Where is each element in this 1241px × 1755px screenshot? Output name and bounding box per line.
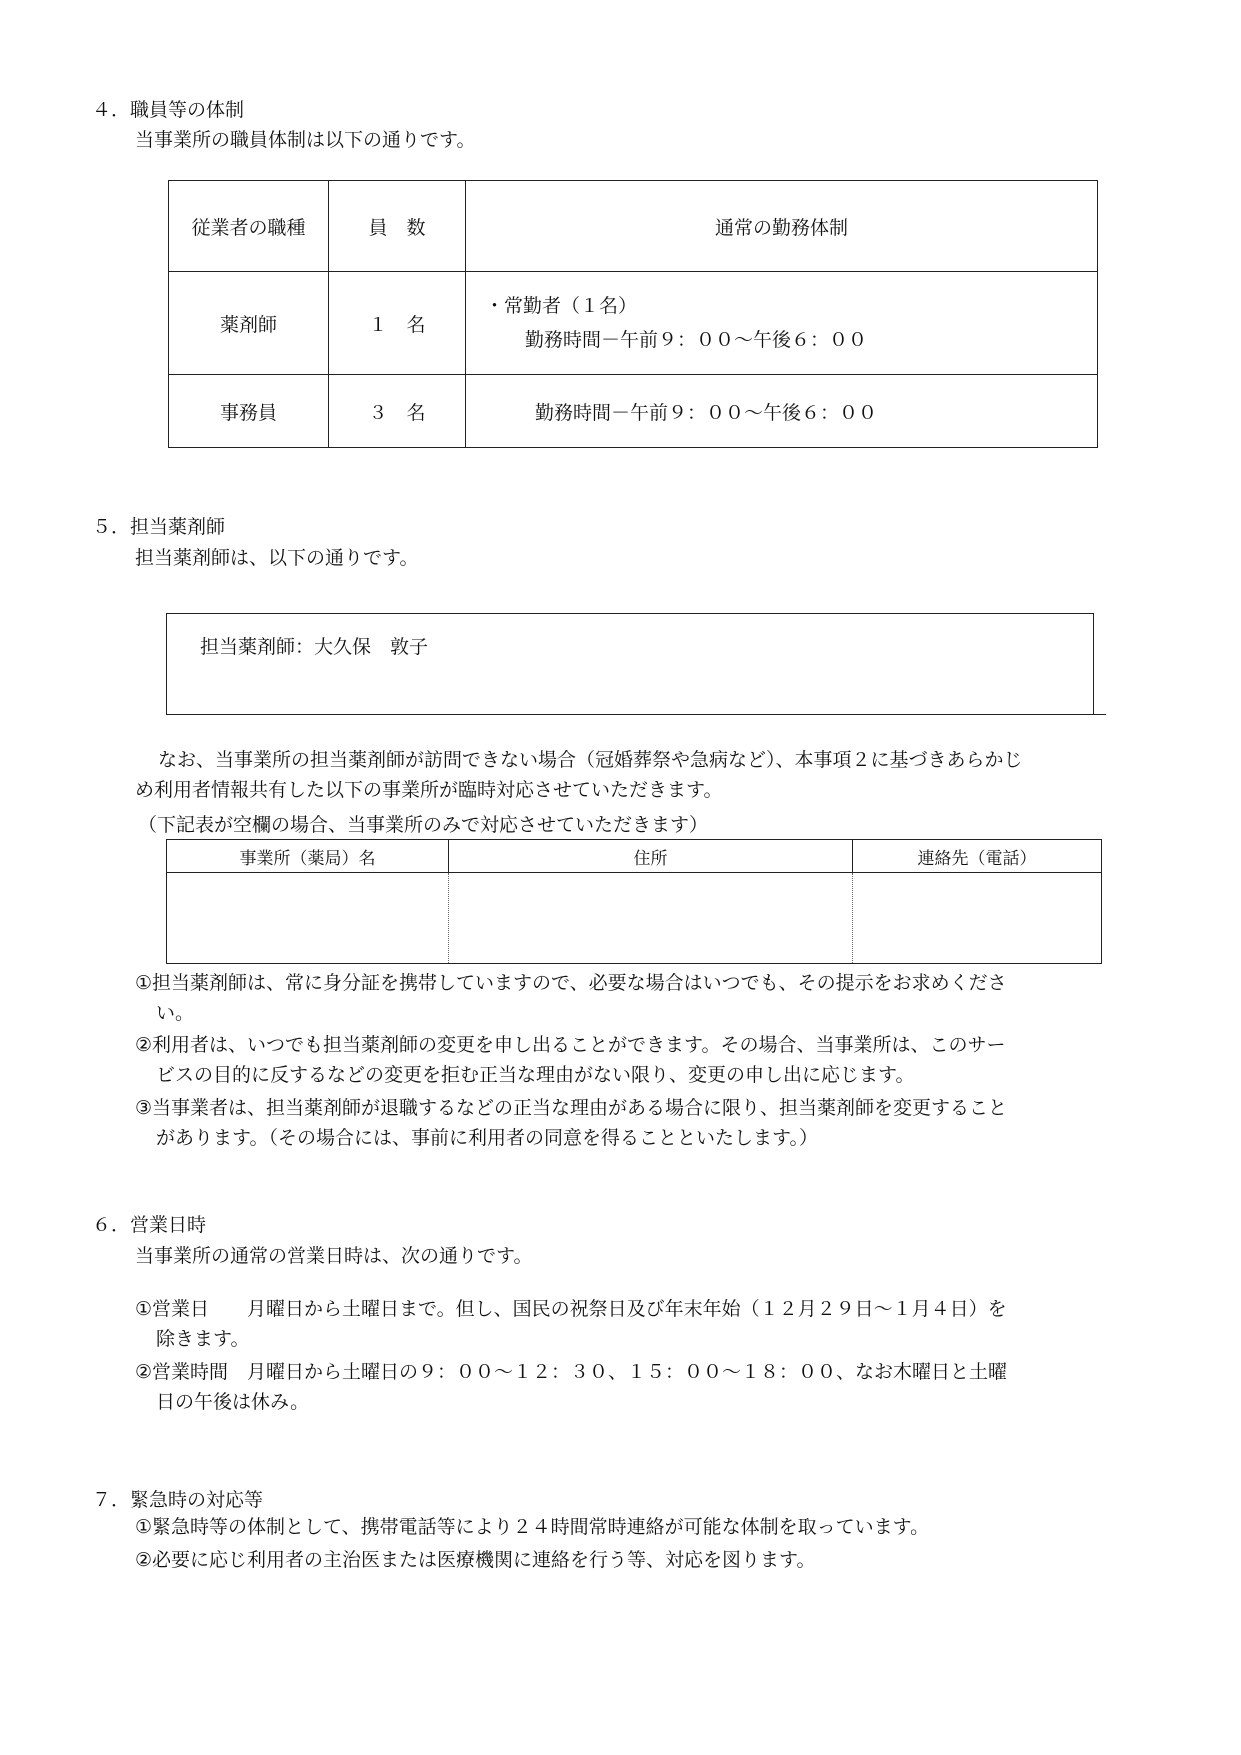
partner-header-address: 住所 xyxy=(449,840,853,873)
partner-name-cell xyxy=(167,873,449,964)
list-item: ①担当薬剤師は、常に身分証を携帯していますので、必要な場合はいつでも、その提示をお求めくださ xyxy=(135,972,1007,994)
list-item-cont: 除きます。 xyxy=(156,1328,250,1350)
list-item: ③当事業者は、担当薬剤師が退職するなどの正当な理由がある場合に限り、担当薬剤師を変更すること xyxy=(135,1097,1008,1119)
pharmacist-name: 担当薬剤師：大久保 敦子 xyxy=(200,636,429,658)
list-item: ②営業時間 月曜日から土曜日の９：００～１２：３０、１５：００～１８：００、なお木曜日と土曜 xyxy=(135,1361,1008,1383)
shift-cell xyxy=(466,375,1098,448)
pharmacist-box xyxy=(166,613,1094,715)
list-item: ①営業日 月曜日から土曜日まで。但し、国民の祝祭日及び年末年始（１２月２９日～１月４日）を xyxy=(135,1298,1007,1320)
list-item-cont: 日の午後は休み。 xyxy=(156,1391,310,1413)
table-row xyxy=(169,272,1098,375)
list-item: ②必要に応じ利用者の主治医または医療機関に連絡を行う等、対応を図ります。 xyxy=(135,1549,816,1571)
section-6-intro: 当事業所の通常の営業日時は、次の通りです。 xyxy=(135,1245,533,1267)
staff-table xyxy=(168,180,1098,448)
header-shift: 通常の勤務体制 xyxy=(466,181,1098,272)
partner-phone-cell xyxy=(853,873,1102,964)
header-count: 員 数 xyxy=(329,181,466,272)
table-row xyxy=(169,375,1098,448)
list-item-cont: い。 xyxy=(156,1002,195,1024)
list-item-cont: があります。（その場合には、事前に利用者の同意を得ることといたします。） xyxy=(156,1127,818,1149)
partner-header-name: 事業所（薬局）名 xyxy=(167,840,449,873)
list-item: ②利用者は、いつでも担当薬剤師の変更を申し出ることができます。その場合、当事業所は、このサー xyxy=(135,1034,1006,1056)
header-role: 従業者の職種 xyxy=(169,181,329,272)
partner-table xyxy=(166,839,1102,964)
section-5-heading: ５．担当薬剤師 xyxy=(92,516,226,538)
section-4-intro: 当事業所の職員体制は以下の通りです。 xyxy=(135,129,476,151)
section-5-paragraph-line: なお、当事業所の担当薬剤師が訪問できない場合（冠婚葬祭や急病など）、本事項２に基づきあらかじ xyxy=(158,749,1023,771)
partner-table-header-row xyxy=(167,840,1102,873)
partner-address-cell xyxy=(449,873,853,964)
box-underline xyxy=(1092,714,1106,715)
staff-table-header-row xyxy=(169,181,1098,272)
section-6-heading: ６．営業日時 xyxy=(92,1214,207,1236)
shift-line: 勤務時間－午前９：００～午後６：００ xyxy=(525,329,868,351)
count-cell: １ 名 xyxy=(329,272,466,375)
role-cell: 薬剤師 xyxy=(169,272,329,375)
section-5-intro: 担当薬剤師は、以下の通りです。 xyxy=(135,547,419,569)
section-4-heading: ４．職員等の体制 xyxy=(92,99,245,121)
shift-cell xyxy=(466,272,1098,375)
section-7-heading: ７．緊急時の対応等 xyxy=(92,1489,264,1511)
shift-line: 勤務時間－午前９：００～午後６：００ xyxy=(535,401,878,424)
partner-header-phone: 連絡先（電話） xyxy=(853,840,1102,873)
list-item-cont: ビスの目的に反するなどの変更を拒む正当な理由がない限り、変更の申し出に応じます。 xyxy=(156,1064,915,1086)
section-5-paragraph-line: め利用者情報共有した以下の事業所が臨時対応させていただきます。 xyxy=(135,779,723,801)
section-5-note: （下記表が空欄の場合、当事業所のみで対応させていただきます） xyxy=(138,814,709,836)
table-row xyxy=(167,873,1102,964)
count-cell: ３ 名 xyxy=(329,375,466,448)
list-item: ①緊急時等の体制として、携帯電話等により２４時間常時連絡が可能な体制を取っています。 xyxy=(135,1516,930,1538)
shift-line: ・常勤者（１名） xyxy=(485,295,638,317)
role-cell: 事務員 xyxy=(169,375,329,448)
